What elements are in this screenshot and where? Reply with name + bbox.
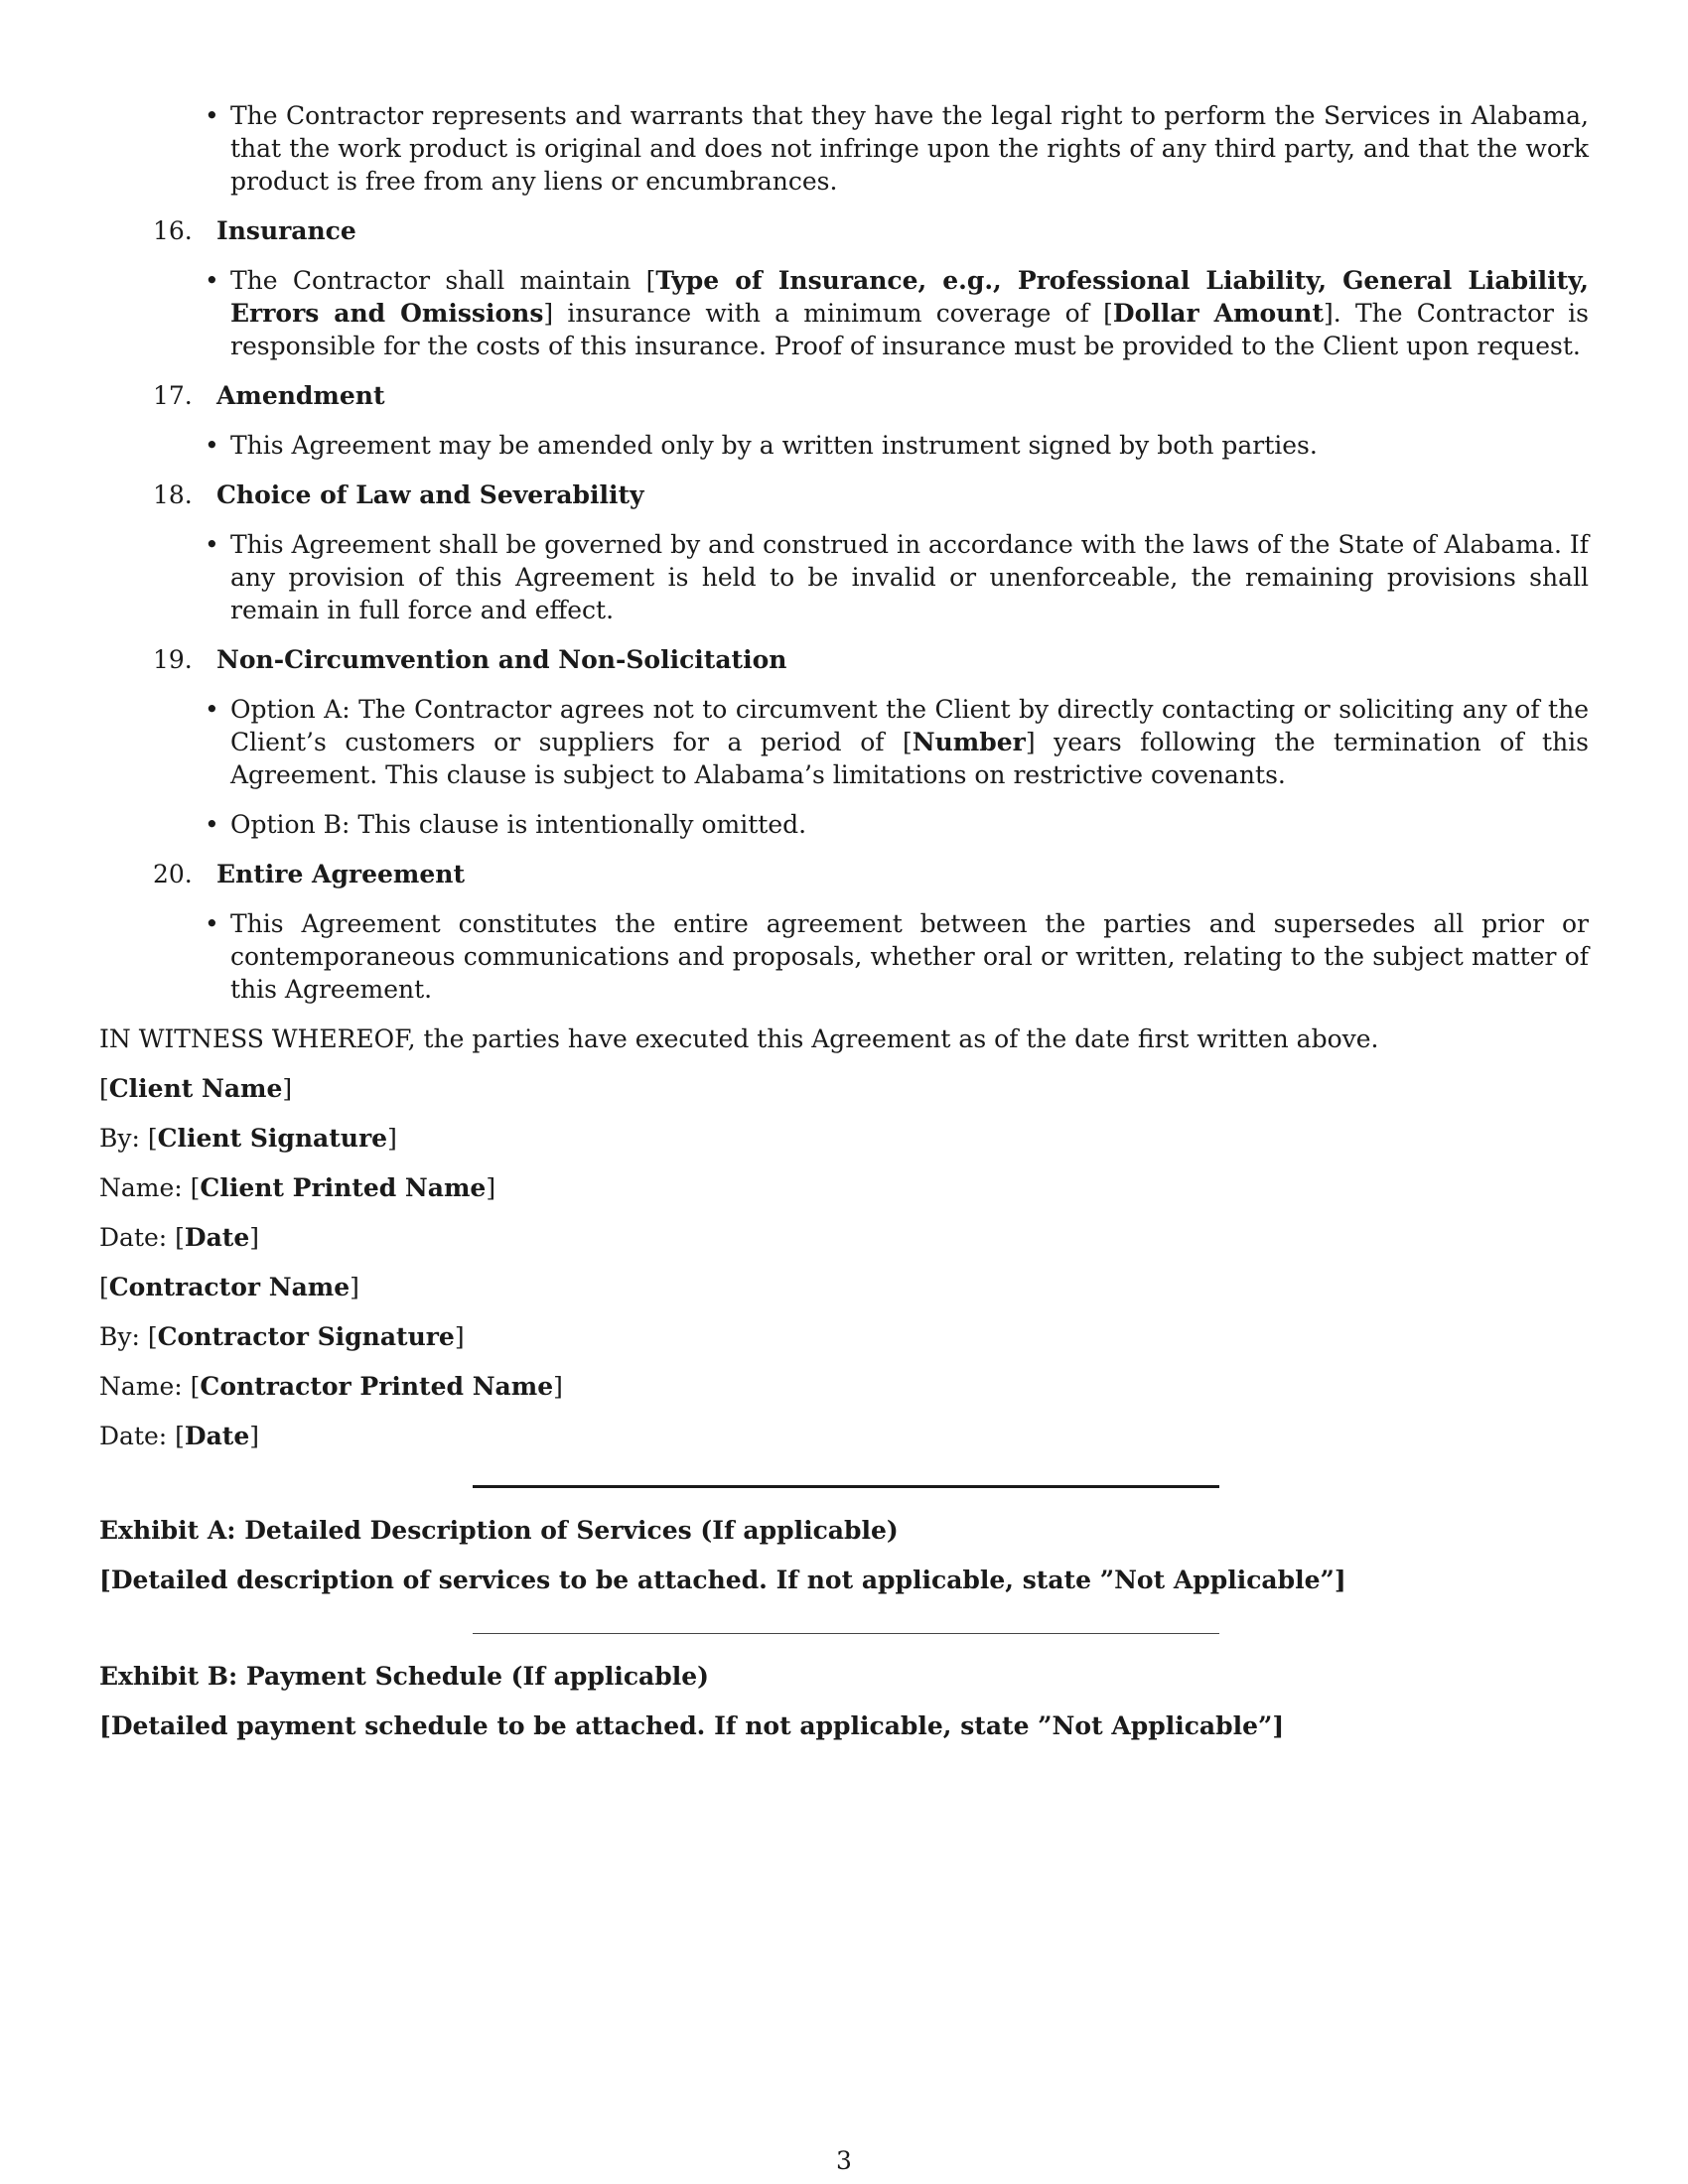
entire-agreement-bullet: • This Agreement constitutes the entire agreement between the parties and supersedes all prior or contemporaneous communications and proposals, whether oral or written, relating to the subject matter of this Agreement. [230,907,1589,1006]
section-insurance [99,214,1589,362]
section-title: Entire Agreement [216,860,465,888]
option-a-bullet: • Option A: The Contractor agrees not to circumvent the Client by directly contacting or soliciting any of the Client’s customers or suppliers for a period of [Number] years following the termination of this Agreement. This clause is subject to Alabama’s limitations on restrictive covenants. [230,693,1589,791]
section-number: 17. [153,381,193,410]
exhibit-a-heading: Exhibit A: Detailed Description of Services (If applicable) [99,1516,899,1545]
client-name-placeholder: [Client Name] [99,1074,293,1103]
client-printed-name-line: Name: [Client Printed Name] [99,1173,496,1202]
section-number: 19. [153,645,193,674]
client-date-line: Date: [Date] [99,1223,260,1252]
witness-statement: IN WITNESS WHEREOF, the parties have executed this Agreement as of the date first written above. [99,1024,1379,1053]
section-amendment [99,379,1589,462]
section-entire-agreement [99,858,1589,1006]
section-title: Insurance [216,216,356,245]
section-number: 20. [153,860,193,888]
section-title: Non-Circumvention and Non-Solicitation [216,645,787,674]
contractor-name-placeholder: [Contractor Name] [99,1273,359,1301]
page-number: 3 [836,2146,852,2175]
contractor-printed-name-line: Name: [Contractor Printed Name] [99,1372,563,1401]
section-divider [473,1633,1219,1634]
warranty-bullet: • The Contractor represents and warrants that they have the legal right to perform the Services in Alabama, that the work product is original and does not infringe upon the rights of any third party, and that the work product is free from any liens or encumbrances. [230,99,1589,198]
contractor-signature-line: By: [Contractor Signature] [99,1322,465,1351]
section-number: 16. [153,216,193,245]
contractor-date-line: Date: [Date] [99,1422,260,1450]
section-choice-of-law [99,478,1589,626]
section-number: 18. [153,480,193,509]
exhibit-a-body: [Detailed description of services to be attached. If not applicable, state ”Not Applicable”] [99,1566,1346,1594]
section-title: Amendment [216,381,385,410]
exhibit-b-heading: Exhibit B: Payment Schedule (If applicable) [99,1662,709,1691]
section-non-circumvention [99,643,1589,841]
amendment-bullet: • This Agreement may be amended only by a written instrument signed by both parties. [230,429,1589,462]
insurance-bullet: • The Contractor shall maintain [Type of Insurance, e.g., Professional Liability, General Liability, Errors and Omissions] insurance with a minimum coverage of [Dollar Amount]. The Contractor is responsible for the costs of this insurance. Proof of insurance must be provided to the Client upon request. [230,264,1589,362]
section-divider [473,1485,1219,1488]
choice-of-law-bullet: • This Agreement shall be governed by and construed in accordance with the laws of the State of Alabama. If any provision of this Agreement is held to be invalid or unenforceable, the remaining provisions shall remain in full force and effect. [230,528,1589,626]
exhibit-b-body: [Detailed payment schedule to be attached. If not applicable, state ”Not Applicable”] [99,1711,1285,1740]
section-title: Choice of Law and Severability [216,480,644,509]
document-page [99,99,1589,1742]
continued-bullet-list [230,99,1589,198]
client-signature-line: By: [Client Signature] [99,1124,397,1153]
option-b-bullet: • Option B: This clause is intentionally omitted. [230,808,1589,841]
